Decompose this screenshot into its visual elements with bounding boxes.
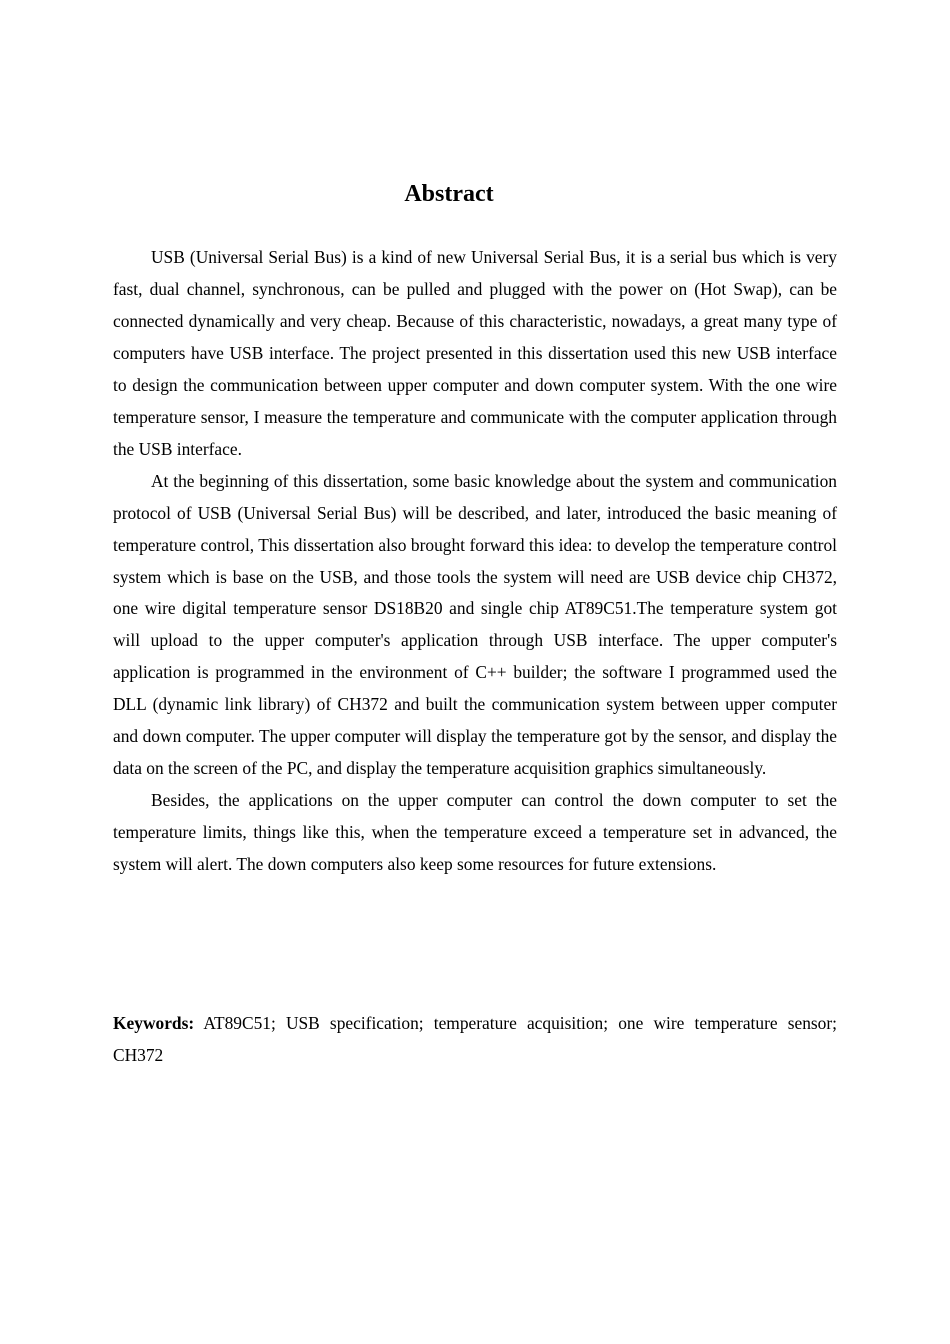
keywords-line	[113, 1008, 837, 1072]
abstract-paragraph-1: USB (Universal Serial Bus) is a kind of new Universal Serial Bus, it is a serial bus which is very fast, dual channel, synchronous, can be pulled and plugged with the power on (Hot Swap), can be connected dynamically and very cheap. Because of this characteristic, nowadays, a great many type of computers have USB interface. The project presented in this dissertation used this new USB interface to design the communication between upper computer and down computer system. With the one wire temperature sensor, I measure the temperature and communicate with the computer application through the USB interface.	[113, 247, 837, 459]
abstract-paragraph-2: At the beginning of this dissertation, some basic knowledge about the system and communication protocol of USB (Universal Serial Bus) will be described, and later, introduced the basic meaning of temperature control, This dissertation also brought forward this idea: to develop the temperature control system which is base on the USB, and those tools the system will need are USB device chip CH372, one wire digital temperature sensor DS18B20 and single chip AT89C51.The temperature system got will upload to the upper computer's application through USB interface. The upper computer's application is programmed in the environment of C++ builder; the software I programmed used the DLL (dynamic link library) of CH372 and built the communication system between upper computer and down computer. The upper computer will display the temperature got by the sensor, and display the data on the screen of the PC, and display the temperature acquisition graphics simultaneously.	[113, 470, 837, 779]
abstract-title: Abstract	[404, 181, 494, 207]
abstract-paragraph-3: Besides, the applications on the upper computer can control the down computer to set the temperature limits, things like this, when the temperature exceed a temperature set in advanced, the system will alert. The down computers also keep some resources for future extensions.	[113, 790, 837, 875]
abstract-body	[113, 242, 837, 881]
keywords-label: Keywords:	[113, 1013, 195, 1033]
keywords-text: AT89C51; USB specification; temperature acquisition; one wire temperature sensor; CH372	[113, 1013, 837, 1065]
